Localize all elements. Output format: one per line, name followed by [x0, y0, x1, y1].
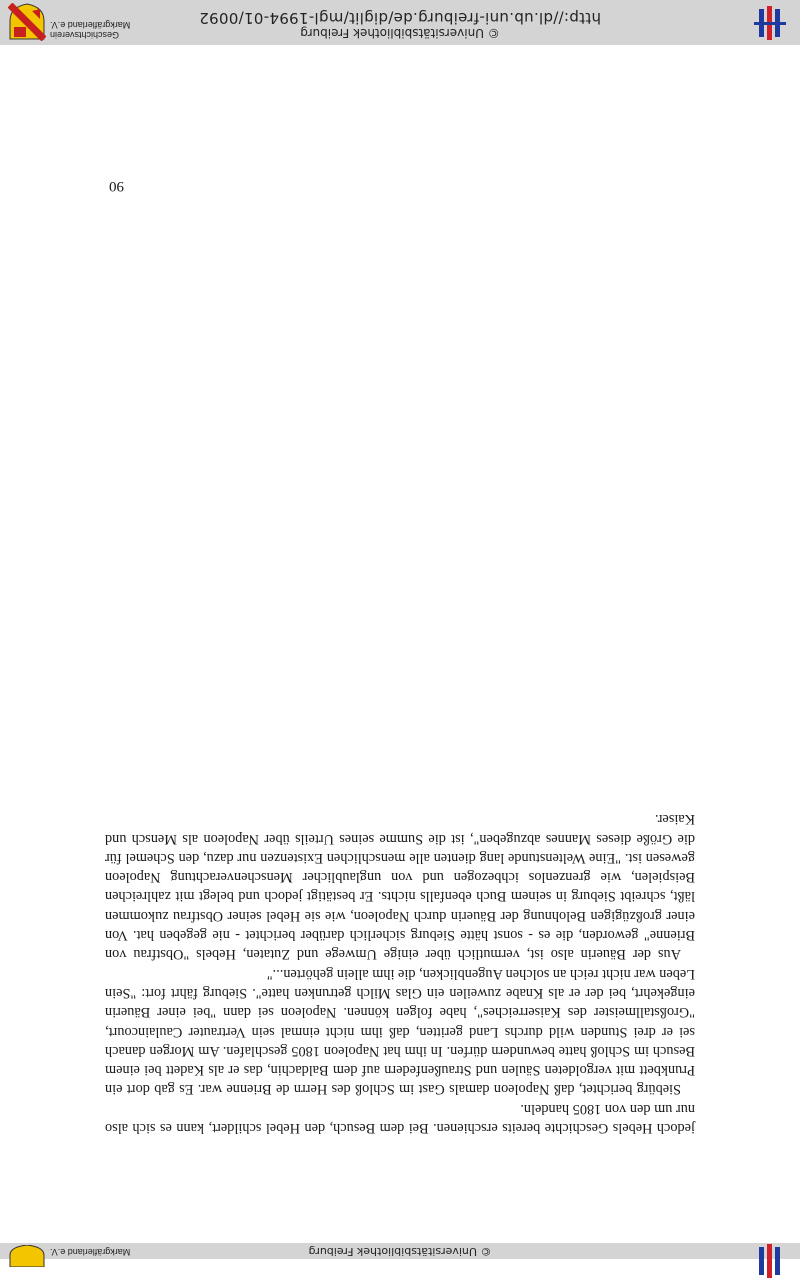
footer-copyright-text: © Universitätsbibliothek Freiburg	[308, 1245, 492, 1258]
org-name-line2: Markgräflerland e.V.	[50, 20, 131, 30]
coat-of-arms-icon	[8, 1245, 46, 1267]
paragraph-1: jedoch Hebels Geschichte bereits erschienen. Bei dem Besuch, den Hebel schildert, kann es sich also nur um den von 1805 handeln.	[105, 1100, 695, 1136]
page-number: 90	[109, 178, 124, 194]
paragraph-2: Siebürg berichtet, daß Napoleon damals Gast im Schloß des Herrn de Brienne war. Es gab dort ein Prunkbett mit vergoldeten Säulen und Straußenfedern auf dem Baldachin, das er als Kadett bei einem Besuch im Schloß hatte bewundern dürfen. In ihm hat Napoleon 1805 geschlafen. Am Morgen danach sei er drei Stunden wild durchs Land geritten, daß ihm nicht einmal sein Vertrauter Caulaincourt, "Großstallmeister des Kaiserreiches", habe folgen können. Napoleon sei dann "bei einer Bäuerin eingekehrt, bei der er als Knabe zuweilen ein Glas Milch getrunken hatte". Sieburg fährt fort: "Sein Leben war nicht reich an solchen Augenblicken, die ihm allein gehörten..."	[105, 965, 695, 1098]
footer-org-name: Markgräflerland e.V.	[50, 1247, 131, 1257]
document-body	[105, 809, 695, 1137]
org-name-line1: Geschichtsverein	[50, 30, 120, 40]
coat-of-arms-icon	[8, 3, 46, 41]
paragraph-3: Aus der Bäuerin also ist, vermutlich über einige Umwege und Zutaten, Hebels "Obstfrau von Brienne" geworden, die es - sonst hätte Sieburg sicherlich darüber berichtet - nie gegeben hat. Von einer großzügigen Belohnung der Bäuerin durch Napoleon, wie sie Hebel seiner Obstfrau zukommen läßt, schreibt Sieburg in seinem Buch ebenfalls nichts. Er bestätigt jedoch und belegt mit zahlreichen Beispielen, wie grenzenlos ichbezogen und von unglaublicher Menschenverachtung Napoleon gewesen ist. "Eine Weltenstunde lang dienten alle menschlichen Existenzen nur dazu, den Schemel für die Größe dieses Mannes abzugeben", ist die Summe seines Urteils über Napoleon als Mensch und Kaiser.	[105, 811, 695, 963]
org-name	[50, 20, 130, 40]
document-url-link[interactable]: http://dl.ub.uni-freiburg.de/diglit/mgl-1994-01/0092	[198, 9, 602, 27]
header-bar	[0, 0, 800, 45]
copyright-text: © Universitätsbibliothek Freiburg	[300, 26, 500, 40]
footer-bar	[0, 1243, 800, 1259]
